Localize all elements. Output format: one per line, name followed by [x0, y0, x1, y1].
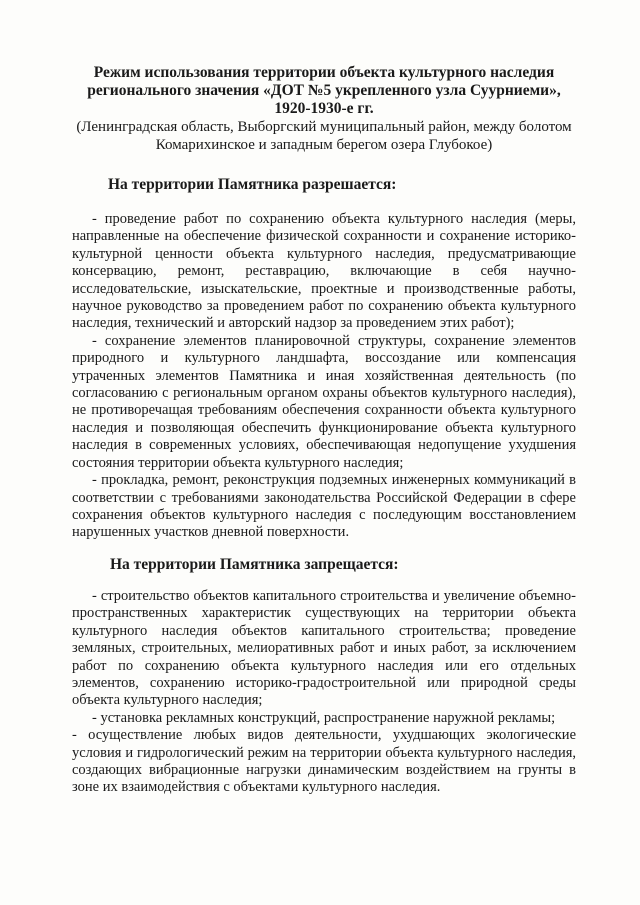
allowed-item: - прокладка, ремонт, реконструкция подземных инженерных коммуникаций в соответствии с требованиями законодательства Российской Федерации в сфере сохранения объектов культурного наследия с последующим восстановлением нарушенных участков дневной поверхности. — [72, 472, 576, 541]
allowed-item: - проведение работ по сохранению объекта культурного наследия (меры, направленные на обеспечение физической сохранности и сохранение историко-культурной ценности объекта культурного наследия, предусматривающие консервацию, ремонт, реставрацию, включающие в себя научно-исследовательские, изыскательские, проектные и производственные работы, научное руководство за проведением работ по сохранению объекта культурного наследия, технический и авторский надзор за проведением этих работ); — [72, 211, 576, 332]
allowed-heading: На территории Памятника разрешается: — [108, 176, 397, 193]
document-title-line-2: регионального значения «ДОТ №5 укрепленного узла Суурниеми», — [87, 82, 561, 99]
prohibited-item: - осуществление любых видов деятельности, ухудшающих экологические условия и гидрологический режим на территории объекта культурного наследия, создающих вибрационные нагрузки динамическим воздействием на грунты в зоне их взаимодействия с объектами культурного наследия. — [72, 727, 576, 796]
document-subtitle-line-2: Комарихинское и западным берегом озера Глубокое) — [155, 137, 493, 153]
document-title-line-3: 1920-1930-е гг. — [274, 100, 374, 117]
document-subtitle-line-1: (Ленинградская область, Выборгский муниципальный район, между болотом — [76, 119, 572, 135]
document-title-line-1: Режим использования территории объекта культурного наследия — [93, 64, 555, 81]
prohibited-section — [72, 588, 576, 797]
prohibited-heading: На территории Памятника запрещается: — [110, 556, 399, 573]
document-title-block — [60, 64, 588, 154]
allowed-item: - сохранение элементов планировочной структуры, сохранение элементов природного и культурного ландшафта, воссоздание или компенсация утраченных элементов Памятника и иная хозяйственная деятельность (по согласованию с региональным органом охраны объектов культурного наследия), не противоречащая требованиям обеспечения сохранности объекта культурного наследия и позволяющая обеспечить функционирование объекта культурного наследия в современных условиях, обеспечивающая недопущение ухудшения состояния территории объекта культурного наследия; — [72, 332, 576, 471]
prohibited-item: - строительство объектов капитального строительства и увеличение объемно-пространственных характеристик существующих на территории объекта культурного наследия объектов капитального строительства; проведение земляных, строительных, мелиоративных работ и иных работ, за исключением работ по сохранению объекта культурного наследия или его отдельных элементов, сохранению историко-градостроительной или природной среды объекта культурного наследия; — [72, 588, 576, 709]
prohibited-item: - установка рекламных конструкций, распространение наружной рекламы; — [92, 709, 556, 726]
allowed-section — [72, 211, 576, 542]
